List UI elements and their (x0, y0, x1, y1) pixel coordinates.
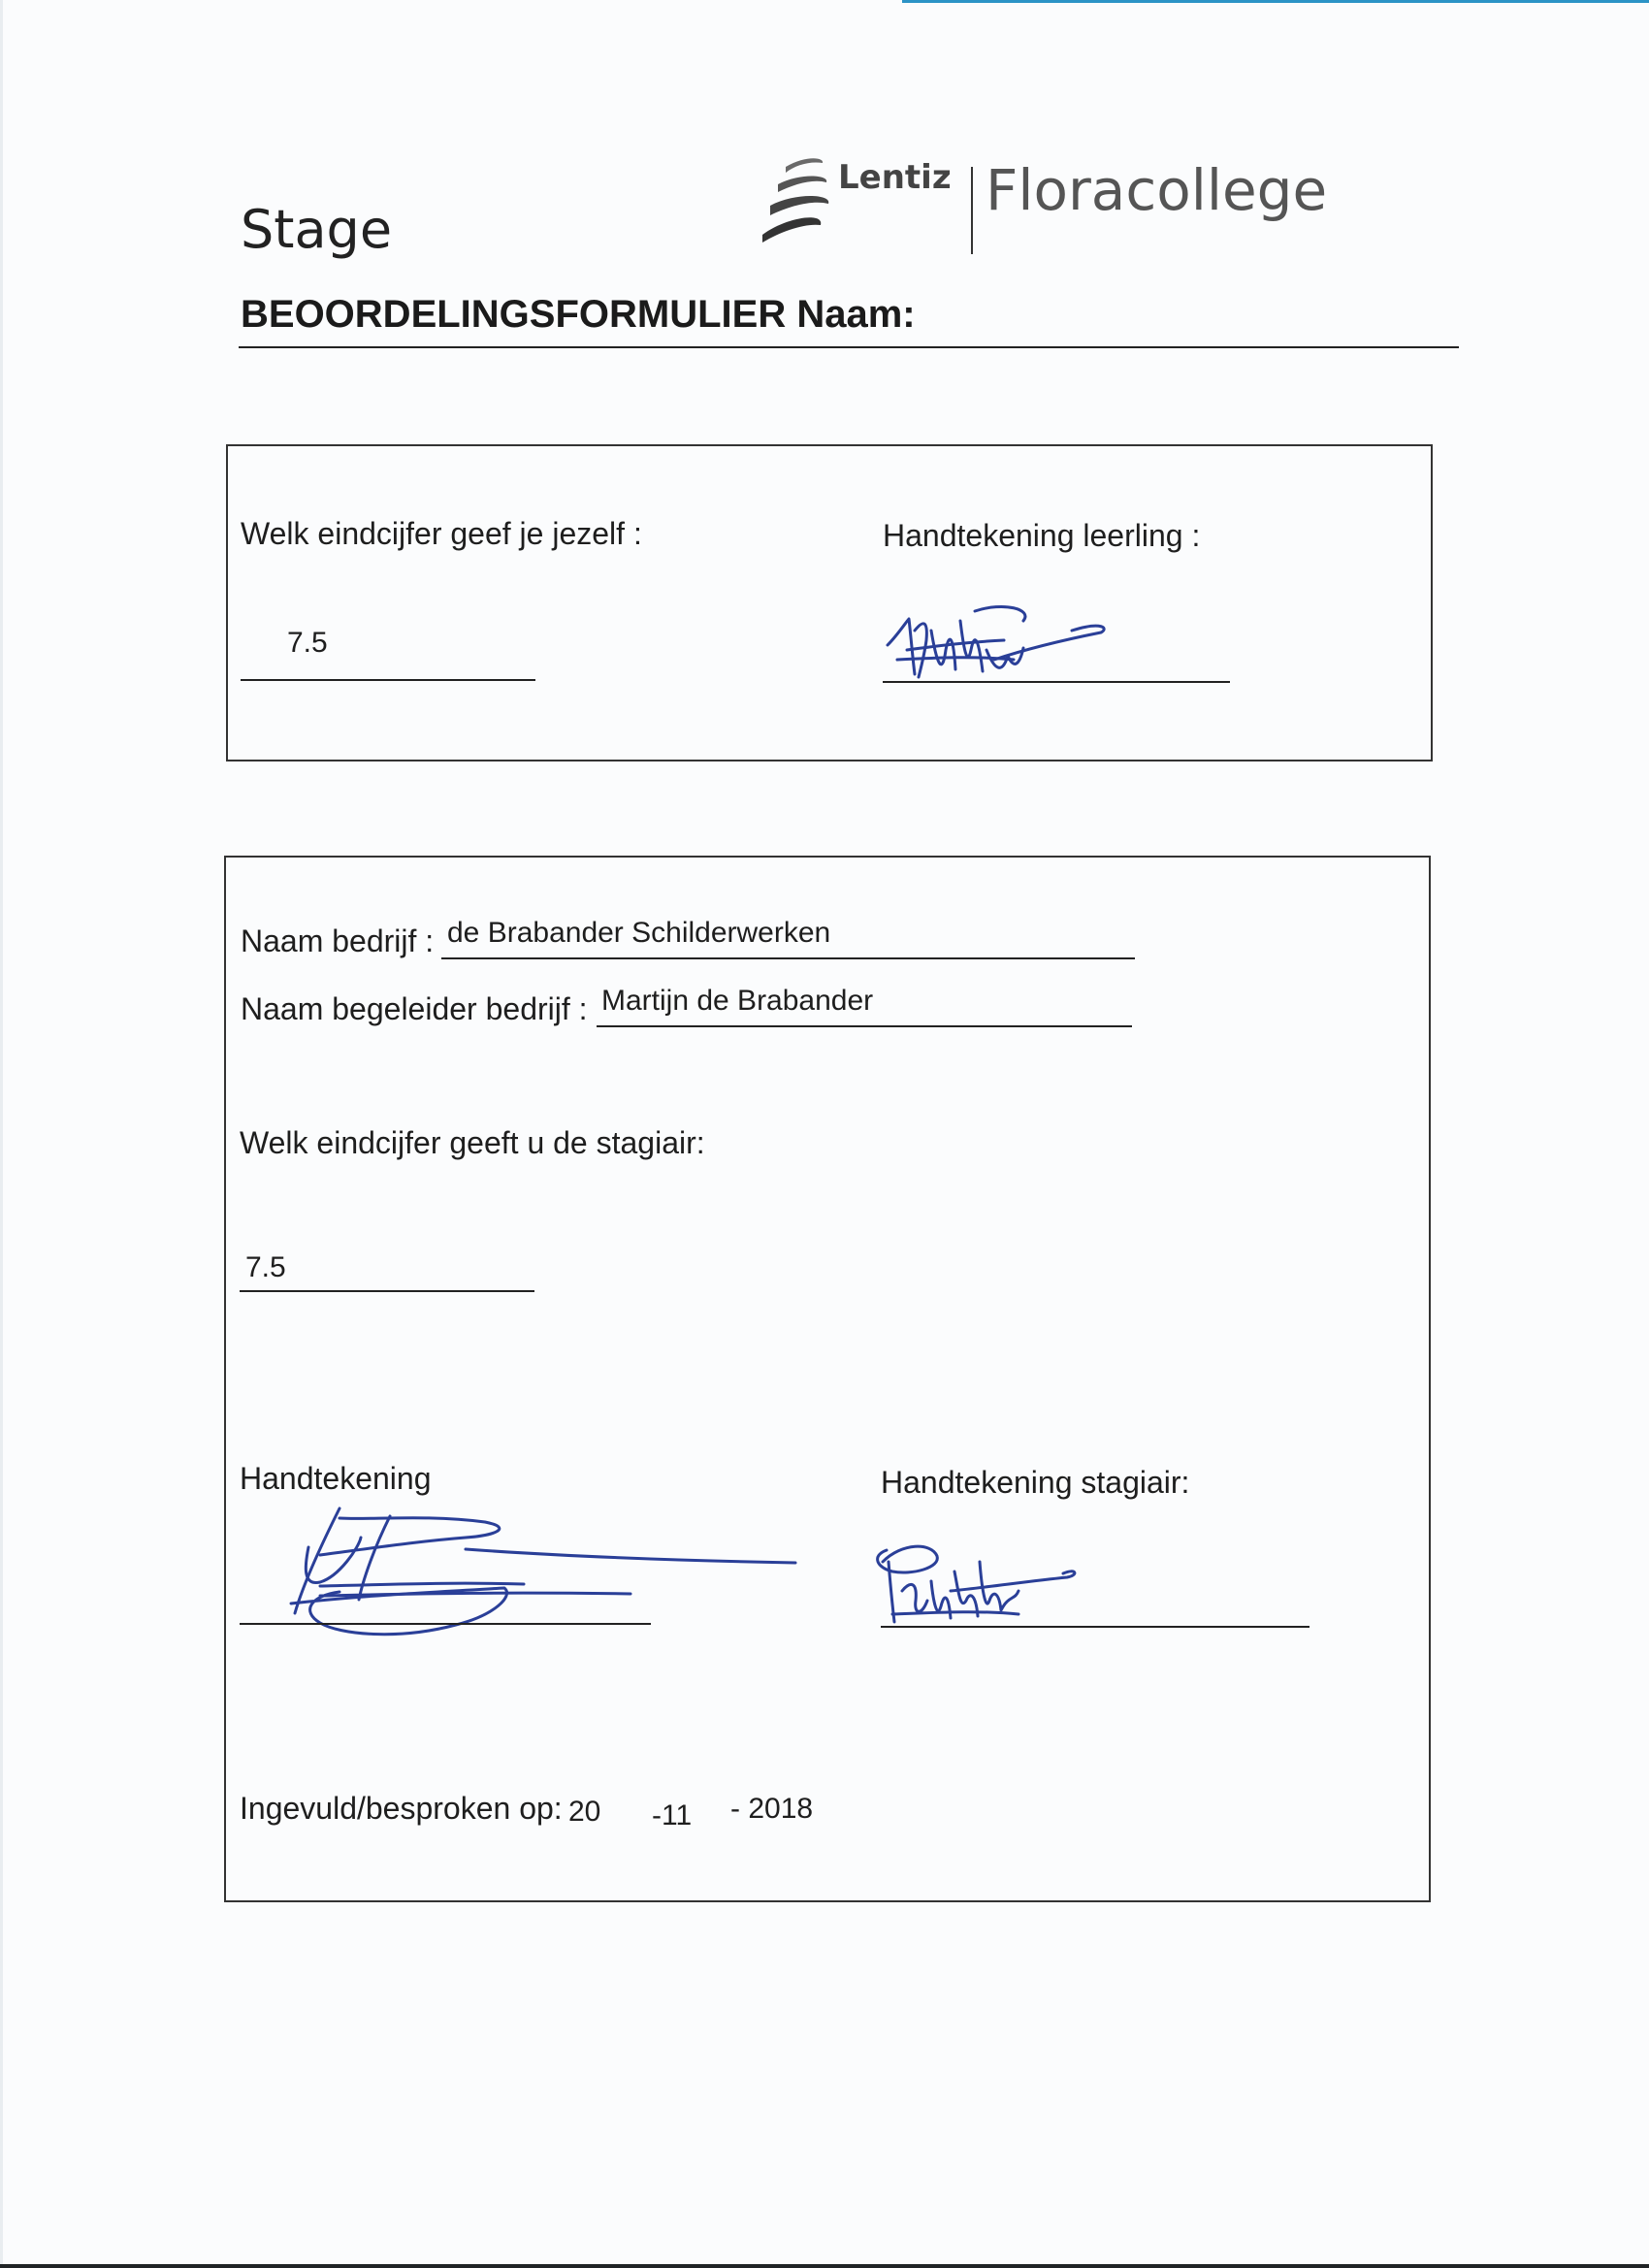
supervisor-line (597, 1025, 1132, 1027)
self-assessment-box (226, 444, 1433, 761)
lentiz-floracollege-logo (757, 146, 1377, 262)
company-name-value[interactable]: de Brabander Schilderwerken (447, 917, 831, 949)
supervisor-signature-line (240, 1623, 651, 1625)
date-day[interactable]: 20 (568, 1796, 601, 1828)
lentiz-swirl-icon (762, 158, 828, 243)
supervisor-value[interactable]: Martijn de Brabander (601, 985, 874, 1017)
supervisor-label: Naam begeleider bedrijf : (241, 991, 588, 1026)
title-rule (239, 346, 1459, 348)
intern-signature-label: Handtekening stagiair: (881, 1465, 1190, 1500)
supervisor-signature-label: Handtekening (240, 1461, 432, 1496)
scan-edge-top (902, 0, 1649, 3)
company-grade-line (240, 1290, 534, 1292)
stage-title: Stage (241, 199, 393, 260)
company-grade-label: Welk eindcijfer geeft u de stagiair: (240, 1125, 705, 1160)
company-name-line (441, 957, 1135, 959)
form-title: BEOORDELINGSFORMULIER Naam: (241, 293, 916, 336)
logo-college: Floracollege (986, 157, 1328, 223)
student-signature-label: Handtekening leerling : (883, 518, 1201, 553)
date-month[interactable]: -11 (652, 1799, 693, 1831)
student-signature (878, 592, 1111, 689)
intern-signature (863, 1533, 1086, 1639)
company-grade-value[interactable]: 7.5 (245, 1251, 286, 1283)
student-signature-line (883, 681, 1230, 683)
intern-signature-line (881, 1626, 1310, 1628)
scan-edge-left (0, 0, 3, 2268)
self-grade-label: Welk eindcijfer geef je jezelf : (241, 516, 642, 551)
logo-brand: Lentiz (838, 158, 952, 197)
self-grade-line (241, 679, 535, 681)
company-name-label: Naam bedrijf : (241, 923, 435, 958)
scan-edge-bottom (0, 2264, 1649, 2268)
date-label: Ingevuld/besproken op: (240, 1791, 563, 1826)
self-grade-value[interactable]: 7.5 (287, 627, 328, 659)
date-year[interactable]: - 2018 (730, 1793, 814, 1825)
